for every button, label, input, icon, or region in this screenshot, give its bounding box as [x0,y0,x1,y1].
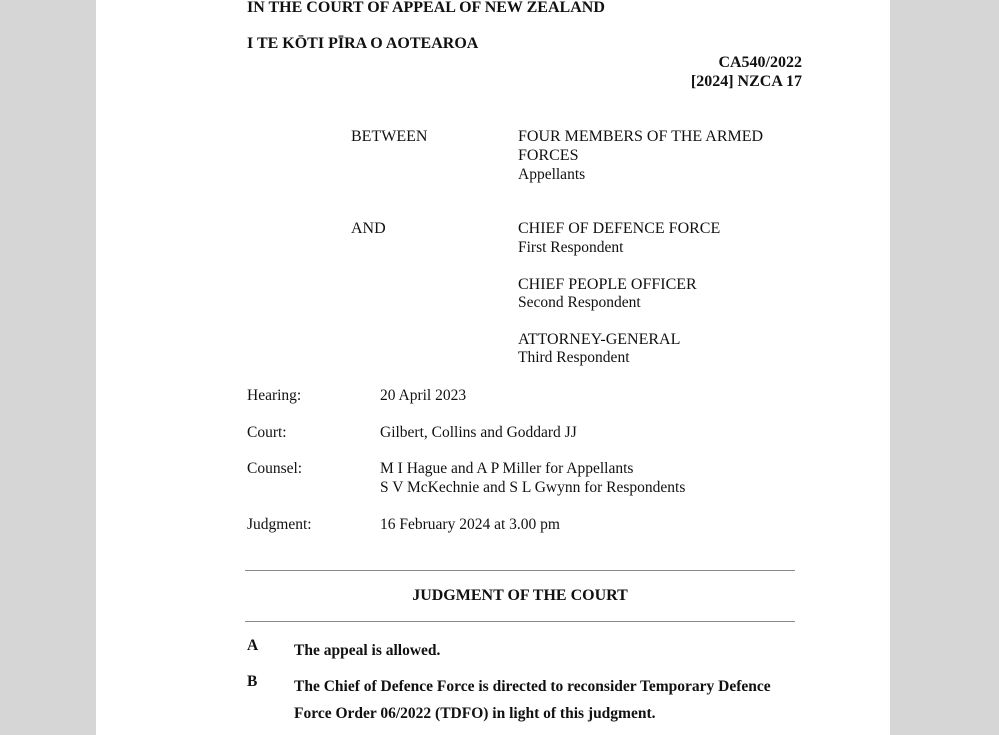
appellant-name-line1: FOUR MEMBERS OF THE ARMED [518,128,764,145]
respondent-1-role: First Respondent [518,239,624,256]
between-label: BETWEEN [351,128,428,145]
court-name-maori: I TE KŌTI PĪRA O AOTEAROA [247,35,479,52]
court-name-english: IN THE COURT OF APPEAL OF NEW ZEALAND [247,0,605,16]
counsel-line1: M I Hague and A P Miller for Appellants [380,460,634,477]
court-value: Gilbert, Collins and Goddard JJ [380,424,577,441]
respondent-1-name: CHIEF OF DEFENCE FORCE [518,220,721,237]
judgment-value: 16 February 2024 at 3.00 pm [380,516,560,533]
and-label: AND [351,220,386,237]
neutral-citation: [2024] NZCA 17 [690,73,802,90]
counsel-label: Counsel: [247,460,303,477]
appellant-name-line2: FORCES [518,147,579,164]
respondent-3-role: Third Respondent [518,349,630,366]
top-divider [245,570,795,571]
order-b-text: The Chief of Defence Force is directed to reconsider Temporary Defence Force Order 06/2022 (TDFO) in light of this judgment. [294,678,771,722]
order-b-letter: B [247,673,258,690]
hearing-value: 20 April 2023 [380,387,467,404]
respondent-2-role: Second Respondent [518,294,641,311]
hearing-label: Hearing: [247,387,302,404]
counsel-line2: S V McKechnie and S L Gwynn for Respondents [380,479,686,496]
bottom-divider [245,621,795,622]
court-label: Court: [247,424,287,441]
case-number: CA540/2022 [718,54,802,71]
document-page [96,0,890,735]
judgment-label: Judgment: [247,516,312,533]
order-a-letter: A [247,637,259,654]
appellant-role: Appellants [518,166,586,183]
respondent-2-name: CHIEF PEOPLE OFFICER [518,276,697,293]
order-a-text: The appeal is allowed. [294,642,441,659]
respondent-3-name: ATTORNEY-GENERAL [518,331,681,348]
judgment-heading: JUDGMENT OF THE COURT [412,587,628,604]
